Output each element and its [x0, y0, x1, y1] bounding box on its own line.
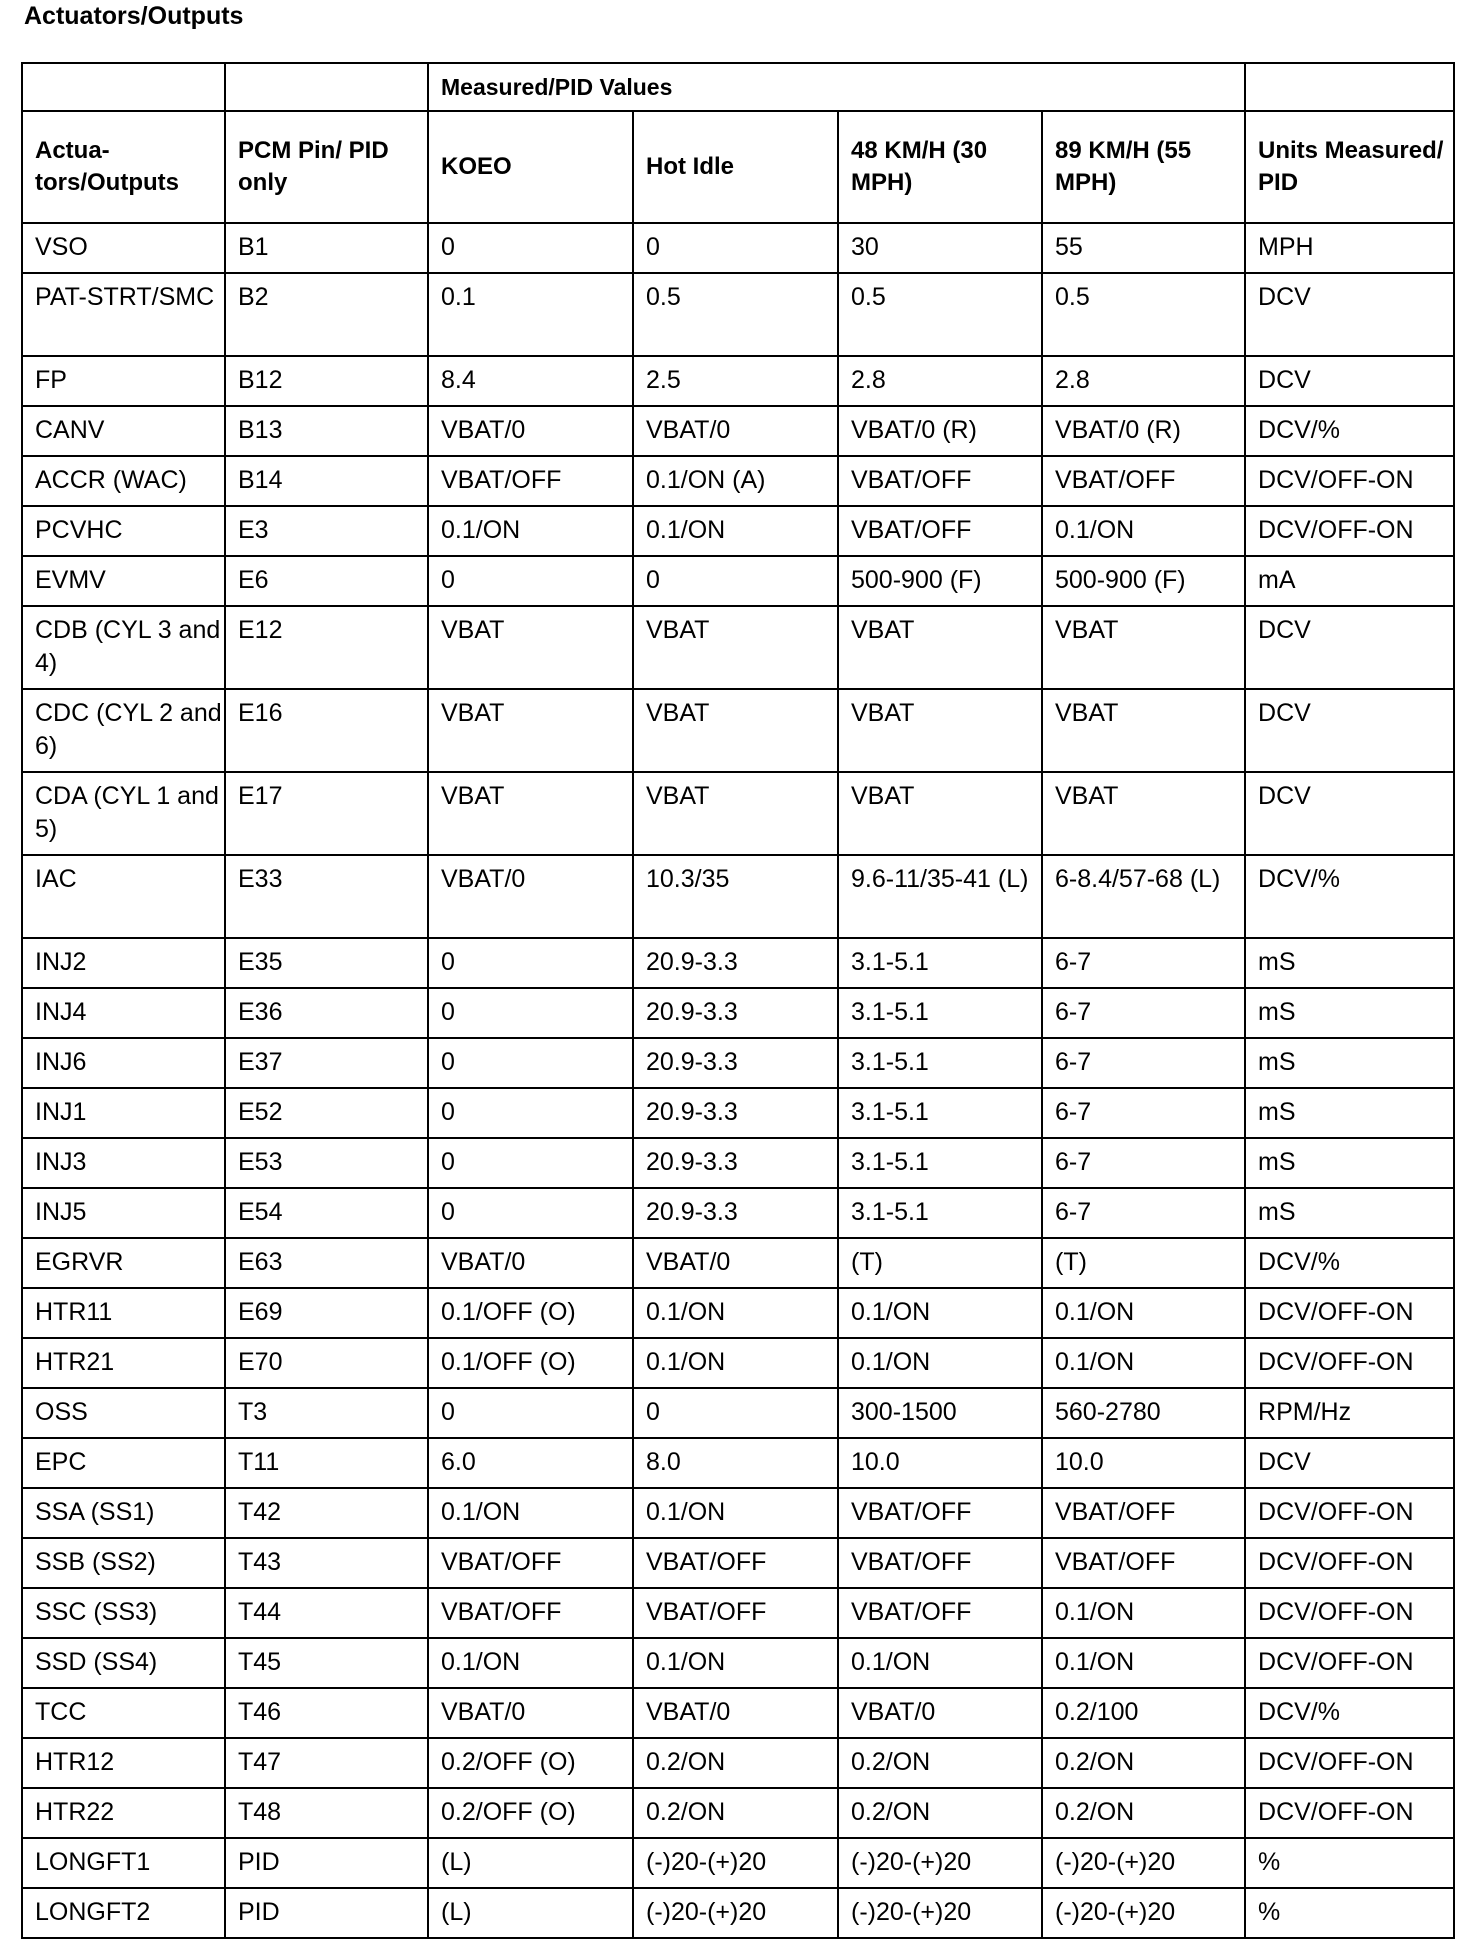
table-cell: 3.1-5.1: [838, 938, 1042, 988]
table-cell: DCV/OFF-ON: [1245, 1538, 1454, 1588]
table-cell: VBAT/0: [428, 1238, 633, 1288]
table-cell: E6: [225, 556, 428, 606]
table-row: [22, 1338, 1454, 1388]
table-cell: VBAT/OFF: [838, 1488, 1042, 1538]
table-cell: MPH: [1245, 223, 1454, 273]
page-title: Actuators/Outputs: [24, 2, 244, 30]
table-cell: 0.2/ON: [838, 1738, 1042, 1788]
table-cell: DCV/%: [1245, 1238, 1454, 1288]
table-cell: 0.1/OFF (O): [428, 1288, 633, 1338]
table-cell: 0.1/ON: [428, 506, 633, 556]
table-cell: 3.1-5.1: [838, 1138, 1042, 1188]
table-cell: T46: [225, 1688, 428, 1738]
table-cell: 0.2/OFF (O): [428, 1738, 633, 1788]
table-cell: HTR11: [22, 1288, 225, 1338]
table-cell: VBAT/OFF: [633, 1538, 838, 1588]
table-cell: E33: [225, 855, 428, 938]
table-cell: 2.8: [1042, 356, 1245, 406]
table-cell: LONGFT1: [22, 1838, 225, 1888]
empty-header-cell: [1245, 63, 1454, 111]
table-cell: 20.9-3.3: [633, 1188, 838, 1238]
table-row: [22, 1288, 1454, 1338]
table-row: [22, 1138, 1454, 1188]
table-cell: E16: [225, 689, 428, 772]
table-body: [22, 223, 1454, 1938]
table-cell: 0.2/OFF (O): [428, 1788, 633, 1838]
table-cell: 0.1/OFF (O): [428, 1338, 633, 1388]
table-cell: 0: [633, 223, 838, 273]
table-cell: DCV: [1245, 273, 1454, 356]
table-cell: 0.1/ON: [428, 1638, 633, 1688]
column-header: 48 KM/H (30 MPH): [838, 111, 1042, 223]
table-cell: VBAT: [633, 606, 838, 689]
table-row: [22, 506, 1454, 556]
table-cell: VBAT: [838, 689, 1042, 772]
table-cell: 3.1-5.1: [838, 1088, 1042, 1138]
column-header: Actua-tors/Outputs: [22, 111, 225, 223]
table-cell: 0.5: [838, 273, 1042, 356]
table-cell: 6-7: [1042, 988, 1245, 1038]
table-cell: 500-900 (F): [1042, 556, 1245, 606]
table-cell: (-)20-(+)20: [838, 1888, 1042, 1938]
table-cell: E69: [225, 1288, 428, 1338]
table-cell: CDA (CYL 1 and 5): [22, 772, 225, 855]
table-row: [22, 1838, 1454, 1888]
table-cell: IAC: [22, 855, 225, 938]
table-row: [22, 1888, 1454, 1938]
table-cell: VBAT/0: [428, 1688, 633, 1738]
table-cell: (-)20-(+)20: [1042, 1888, 1245, 1938]
column-header: Units Measured/ PID: [1245, 111, 1454, 223]
table-cell: 0: [633, 556, 838, 606]
table-cell: VBAT/0: [633, 1688, 838, 1738]
table-cell: 0.1/ON: [1042, 1638, 1245, 1688]
table-cell: VBAT/OFF: [838, 1588, 1042, 1638]
table-cell: DCV: [1245, 606, 1454, 689]
empty-header-cell: [225, 63, 428, 111]
table-cell: ACCR (WAC): [22, 456, 225, 506]
table-cell: DCV/OFF-ON: [1245, 1638, 1454, 1688]
table-cell: VSO: [22, 223, 225, 273]
table-cell: (T): [1042, 1238, 1245, 1288]
table-cell: 0: [428, 938, 633, 988]
table-cell: T48: [225, 1788, 428, 1838]
table-cell: 0.1/ON: [633, 1488, 838, 1538]
table-row: [22, 1188, 1454, 1238]
table-cell: B1: [225, 223, 428, 273]
table-cell: (-)20-(+)20: [633, 1838, 838, 1888]
table-cell: PAT-STRT/SMC: [22, 273, 225, 356]
column-header: PCM Pin/ PID only: [225, 111, 428, 223]
table-cell: VBAT: [428, 606, 633, 689]
table-cell: HTR21: [22, 1338, 225, 1388]
table-cell: INJ1: [22, 1088, 225, 1138]
table-cell: 6-7: [1042, 1038, 1245, 1088]
table-cell: 6-7: [1042, 1088, 1245, 1138]
table-cell: 0.1/ON: [838, 1338, 1042, 1388]
table-cell: DCV/OFF-ON: [1245, 1738, 1454, 1788]
table-cell: INJ2: [22, 938, 225, 988]
table-cell: E37: [225, 1038, 428, 1088]
table-cell: mS: [1245, 1088, 1454, 1138]
table-cell: B2: [225, 273, 428, 356]
table-cell: DCV: [1245, 689, 1454, 772]
table-cell: 0.1/ON: [1042, 1588, 1245, 1638]
table-cell: 0.2/ON: [1042, 1788, 1245, 1838]
table-cell: VBAT/OFF: [633, 1588, 838, 1638]
table-cell: DCV/%: [1245, 406, 1454, 456]
table-cell: mA: [1245, 556, 1454, 606]
table-cell: 0.1/ON: [1042, 1338, 1245, 1388]
table-cell: VBAT/0 (R): [1042, 406, 1245, 456]
table-cell: VBAT/0: [428, 406, 633, 456]
table-cell: DCV/OFF-ON: [1245, 1288, 1454, 1338]
table-cell: 3.1-5.1: [838, 988, 1042, 1038]
table-cell: VBAT/OFF: [1042, 1488, 1245, 1538]
table-cell: VBAT/OFF: [428, 1538, 633, 1588]
table-cell: 30: [838, 223, 1042, 273]
table-cell: 10.0: [838, 1438, 1042, 1488]
table-cell: 0.2/ON: [838, 1788, 1042, 1838]
table-cell: SSD (SS4): [22, 1638, 225, 1688]
table-cell: VBAT: [838, 606, 1042, 689]
column-header: 89 KM/H (55 MPH): [1042, 111, 1245, 223]
table-cell: 0: [428, 556, 633, 606]
table-cell: 0.2/ON: [1042, 1738, 1245, 1788]
column-header: KOEO: [428, 111, 633, 223]
table-cell: E3: [225, 506, 428, 556]
table-cell: T44: [225, 1588, 428, 1638]
table-cell: (L): [428, 1888, 633, 1938]
table-row: [22, 406, 1454, 456]
table-row: [22, 689, 1454, 772]
table-cell: VBAT/0: [428, 855, 633, 938]
table-cell: B14: [225, 456, 428, 506]
table-row: [22, 938, 1454, 988]
table-cell: CDC (CYL 2 and 6): [22, 689, 225, 772]
table-cell: E35: [225, 938, 428, 988]
table-row: [22, 556, 1454, 606]
table-cell: DCV/OFF-ON: [1245, 1788, 1454, 1838]
table-cell: 0.1/ON: [838, 1638, 1042, 1688]
table-cell: VBAT/0: [633, 1238, 838, 1288]
table-cell: VBAT: [428, 772, 633, 855]
table-cell: 0.1/ON (A): [633, 456, 838, 506]
table-cell: TCC: [22, 1688, 225, 1738]
table-cell: INJ6: [22, 1038, 225, 1088]
table-row: [22, 1088, 1454, 1138]
table-cell: 20.9-3.3: [633, 1038, 838, 1088]
table-cell: PID: [225, 1888, 428, 1938]
table-cell: EVMV: [22, 556, 225, 606]
table-cell: E53: [225, 1138, 428, 1188]
table-cell: 0: [428, 988, 633, 1038]
table-cell: (-)20-(+)20: [838, 1838, 1042, 1888]
table-cell: HTR12: [22, 1738, 225, 1788]
table-cell: 10.0: [1042, 1438, 1245, 1488]
table-row: [22, 1488, 1454, 1538]
table-cell: %: [1245, 1888, 1454, 1938]
table-cell: 3.1-5.1: [838, 1188, 1042, 1238]
table-cell: E36: [225, 988, 428, 1038]
table-row: [22, 1038, 1454, 1088]
table-row: [22, 855, 1454, 938]
table-cell: HTR22: [22, 1788, 225, 1838]
table-cell: DCV/OFF-ON: [1245, 506, 1454, 556]
table-cell: 0: [428, 1188, 633, 1238]
table-cell: VBAT/OFF: [428, 456, 633, 506]
table-cell: mS: [1245, 1038, 1454, 1088]
table-cell: 0: [428, 1038, 633, 1088]
group-header: Measured/PID Values: [428, 63, 1245, 111]
table-row: [22, 1238, 1454, 1288]
table-cell: VBAT/OFF: [1042, 1538, 1245, 1588]
table-row: [22, 988, 1454, 1038]
table-cell: 300-1500: [838, 1388, 1042, 1438]
table-cell: E70: [225, 1338, 428, 1388]
table-cell: CDB (CYL 3 and 4): [22, 606, 225, 689]
table-cell: PCVHC: [22, 506, 225, 556]
table-cell: VBAT/OFF: [1042, 456, 1245, 506]
table-cell: mS: [1245, 988, 1454, 1038]
table-row: [22, 356, 1454, 406]
table-cell: INJ3: [22, 1138, 225, 1188]
table-row: [22, 456, 1454, 506]
column-header: Hot Idle: [633, 111, 838, 223]
table-cell: E63: [225, 1238, 428, 1288]
table-row: [22, 1538, 1454, 1588]
table-row: [22, 1438, 1454, 1488]
table-cell: 0.1/ON: [633, 1638, 838, 1688]
table-cell: 6-7: [1042, 1138, 1245, 1188]
table-cell: VBAT: [838, 772, 1042, 855]
table-cell: VBAT/0: [838, 1688, 1042, 1738]
table-cell: 0.1/ON: [633, 1338, 838, 1388]
table-cell: EPC: [22, 1438, 225, 1488]
table-cell: 55: [1042, 223, 1245, 273]
table-row: [22, 1638, 1454, 1688]
table-cell: E54: [225, 1188, 428, 1238]
table-row: [22, 1388, 1454, 1438]
table-cell: 0.5: [633, 273, 838, 356]
table-cell: PID: [225, 1838, 428, 1888]
table-cell: SSA (SS1): [22, 1488, 225, 1538]
table-row: [22, 273, 1454, 356]
table-cell: 0.1/ON: [1042, 1288, 1245, 1338]
table-cell: 10.3/35: [633, 855, 838, 938]
table-cell: mS: [1245, 1138, 1454, 1188]
table-cell: DCV: [1245, 356, 1454, 406]
table-cell: DCV: [1245, 1438, 1454, 1488]
table-cell: E52: [225, 1088, 428, 1138]
table-cell: E17: [225, 772, 428, 855]
table-cell: 0.5: [1042, 273, 1245, 356]
table-cell: VBAT: [633, 772, 838, 855]
table-row: [22, 1788, 1454, 1838]
table-cell: DCV/OFF-ON: [1245, 1338, 1454, 1388]
actuators-table: [21, 62, 1455, 1939]
table-cell: 0.2/ON: [633, 1788, 838, 1838]
table-cell: mS: [1245, 938, 1454, 988]
table-row: [22, 772, 1454, 855]
table-cell: (-)20-(+)20: [633, 1888, 838, 1938]
table-cell: T43: [225, 1538, 428, 1588]
table-cell: 9.6-11/35-41 (L): [838, 855, 1042, 938]
table-cell: (L): [428, 1838, 633, 1888]
table-cell: DCV/%: [1245, 855, 1454, 938]
table-cell: RPM/Hz: [1245, 1388, 1454, 1438]
table-cell: CANV: [22, 406, 225, 456]
table-cell: 20.9-3.3: [633, 1088, 838, 1138]
table-cell: VBAT: [1042, 606, 1245, 689]
table-cell: OSS: [22, 1388, 225, 1438]
table-cell: 6-7: [1042, 1188, 1245, 1238]
empty-header-cell: [22, 63, 225, 111]
table-cell: 0.1/ON: [838, 1288, 1042, 1338]
table-cell: T45: [225, 1638, 428, 1688]
table-cell: 0.1/ON: [633, 506, 838, 556]
table-cell: B12: [225, 356, 428, 406]
table-cell: 8.4: [428, 356, 633, 406]
group-header-row: [22, 63, 1454, 111]
table-cell: VBAT/0 (R): [838, 406, 1042, 456]
table-cell: 6-8.4/57-68 (L): [1042, 855, 1245, 938]
table-cell: 0: [428, 1388, 633, 1438]
table-cell: 0: [633, 1388, 838, 1438]
column-header-row: [22, 111, 1454, 223]
table-row: [22, 1738, 1454, 1788]
table-cell: INJ5: [22, 1188, 225, 1238]
table-row: [22, 1688, 1454, 1738]
table-cell: VBAT/OFF: [838, 506, 1042, 556]
table-cell: 560-2780: [1042, 1388, 1245, 1438]
table-cell: (T): [838, 1238, 1042, 1288]
table-cell: %: [1245, 1838, 1454, 1888]
table-row: [22, 223, 1454, 273]
table-cell: VBAT: [1042, 772, 1245, 855]
table-cell: DCV: [1245, 772, 1454, 855]
table-cell: VBAT/0: [633, 406, 838, 456]
table-cell: VBAT: [1042, 689, 1245, 772]
table-cell: 0.1: [428, 273, 633, 356]
table-cell: 0: [428, 1088, 633, 1138]
table-cell: 20.9-3.3: [633, 1138, 838, 1188]
table-cell: FP: [22, 356, 225, 406]
table-cell: T3: [225, 1388, 428, 1438]
table-cell: B13: [225, 406, 428, 456]
table-cell: 3.1-5.1: [838, 1038, 1042, 1088]
table-row: [22, 606, 1454, 689]
table-cell: 20.9-3.3: [633, 988, 838, 1038]
table-cell: VBAT/OFF: [428, 1588, 633, 1638]
table-cell: E12: [225, 606, 428, 689]
table-cell: INJ4: [22, 988, 225, 1038]
table-cell: T47: [225, 1738, 428, 1788]
table-cell: 0.1/ON: [1042, 506, 1245, 556]
table-cell: 0.2/ON: [633, 1738, 838, 1788]
table-cell: LONGFT2: [22, 1888, 225, 1938]
table-cell: 0.2/100: [1042, 1688, 1245, 1738]
table-cell: 0: [428, 223, 633, 273]
table-cell: 8.0: [633, 1438, 838, 1488]
table-cell: 20.9-3.3: [633, 938, 838, 988]
table-cell: DCV/%: [1245, 1688, 1454, 1738]
table-cell: VBAT: [428, 689, 633, 772]
table-cell: mS: [1245, 1188, 1454, 1238]
table-cell: SSC (SS3): [22, 1588, 225, 1638]
table-cell: DCV/OFF-ON: [1245, 1588, 1454, 1638]
table-cell: VBAT/OFF: [838, 456, 1042, 506]
table-cell: 6.0: [428, 1438, 633, 1488]
table-cell: DCV/OFF-ON: [1245, 456, 1454, 506]
table-cell: T42: [225, 1488, 428, 1538]
table-cell: 0: [428, 1138, 633, 1188]
table-cell: 2.8: [838, 356, 1042, 406]
table-cell: SSB (SS2): [22, 1538, 225, 1588]
table-cell: 0.1/ON: [428, 1488, 633, 1538]
table-cell: 0.1/ON: [633, 1288, 838, 1338]
table-cell: T11: [225, 1438, 428, 1488]
table-cell: (-)20-(+)20: [1042, 1838, 1245, 1888]
table-cell: DCV/OFF-ON: [1245, 1488, 1454, 1538]
table-cell: 500-900 (F): [838, 556, 1042, 606]
table-row: [22, 1588, 1454, 1638]
table-cell: 6-7: [1042, 938, 1245, 988]
table-cell: VBAT/OFF: [838, 1538, 1042, 1588]
table-cell: VBAT: [633, 689, 838, 772]
table-cell: 2.5: [633, 356, 838, 406]
table-cell: EGRVR: [22, 1238, 225, 1288]
